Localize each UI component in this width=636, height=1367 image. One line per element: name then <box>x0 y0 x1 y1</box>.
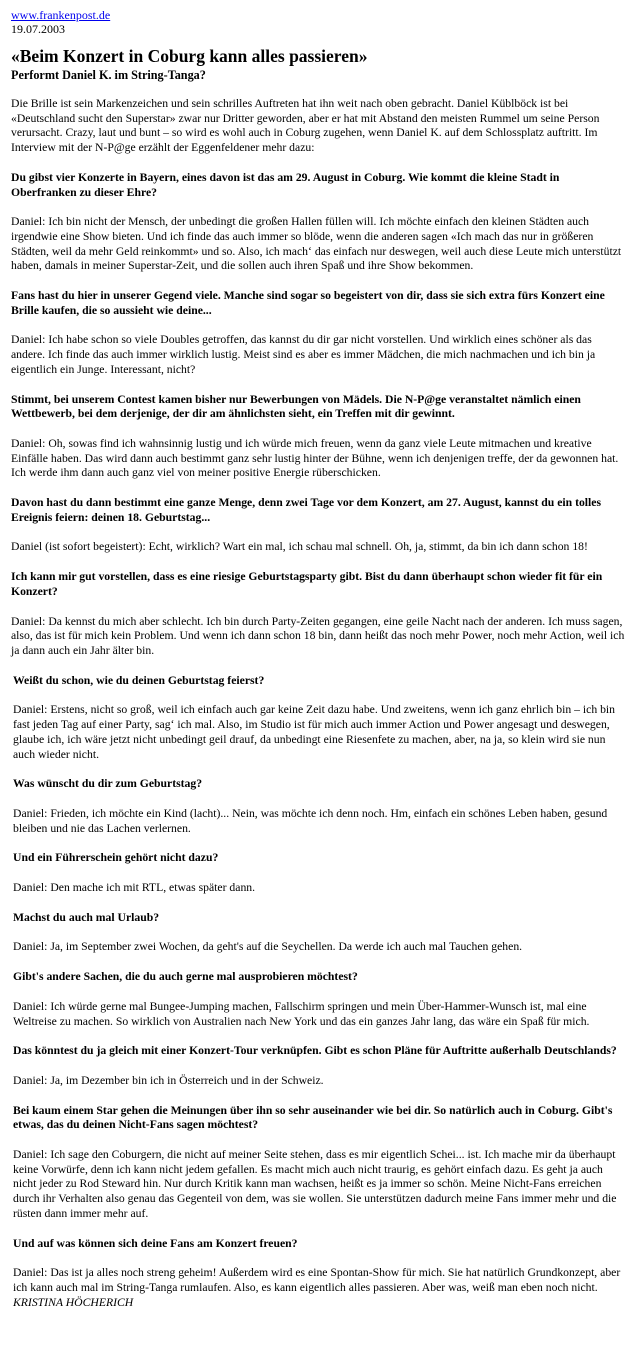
question-6: Weißt du schon, wie du deinen Geburtstag feierst? <box>13 673 265 687</box>
answer-6: Daniel: Erstens, nicht so groß, weil ich einfach auch gar keine Zeit dazu habe. Und zweitens, wenn ich ganz ehrlich bin – ich bin fast jeden Tag auf einer Party, sag‘ ich mal. Also, im Studio ist für mich auch immer Action und Power angesagt und deswegen, glaube ich, ich wäre jetzt nicht unbedingt geil drauf, da unbedingt eine Riesenfete zu machen, aber, na ja, so klein wird sie nun auch wieder nicht. <box>13 703 616 761</box>
question-9: Machst du auch mal Urlaub? <box>13 910 160 924</box>
question-8: Und ein Führerschein gehört nicht dazu? <box>13 851 219 865</box>
article-intro: Die Brille ist sein Markenzeichen und sein schrilles Auftreten hat ihn weit nach oben gebracht. Daniel Küblböck ist bei «Deutschland sucht den Superstar» zwar nur Dritter geworden, aber er hat mit Abstand den meisten Rummel um seine Person verursacht. Crazy, laut und bunt – so wird es wohl auch in Coburg zugehen, wenn Daniel K. auf dem Schlossplatz auftritt. Im Interview mit der N-P@ge erzählt der Eggenfeldener mehr dazu: <box>11 97 600 155</box>
answer-13 <box>11 1266 625 1310</box>
author-byline: KRISTINA HÖCHERICH <box>13 1295 134 1309</box>
question-1: Du gibst vier Konzerte in Bayern, eines davon ist das am 29. August in Coburg. Wie kommt die kleine Stadt in Oberfranken zu dieser Ehre? <box>11 170 560 199</box>
answer-11: Daniel: Ja, im Dezember bin ich in Österreich und in der Schweiz. <box>13 1073 324 1087</box>
answer-2: Daniel: Ich habe schon so viele Doubles getroffen, das kannst du dir gar nicht vorstellen. Und wirklich eines schöner als das andere. Ich finde das auch immer wirklich lustig. Meist sind es aber es immer Mädchen, die mich nachmachen und ich bin ja eigentlich ein Junge. Interessant, nicht? <box>11 333 596 376</box>
answer-10: Daniel: Ich würde gerne mal Bungee-Jumping machen, Fallschirm springen und mein Über-Hammer-Wunsch ist, mal eine Weltreise zu machen. So wirklich von Australien nach New York und das ein ganzes Jahr lang, das wäre ein Spaß für mich. <box>13 999 590 1028</box>
publish-date: 19.07.2003 <box>11 22 65 36</box>
answer-8: Daniel: Den mache ich mit RTL, etwas später dann. <box>13 881 256 895</box>
question-3: Stimmt, bei unserem Contest kamen bisher nur Bewerbungen von Mädels. Die N-P@ge veranstaltet nämlich einen Wettbewerb, bei dem derjenige, der dir am ähnlichsten sieht, ein Treffen mit dir gewinnt. <box>11 392 581 421</box>
answer-5: Daniel: Da kennst du mich aber schlecht. Ich bin durch Party-Zeiten gegangen, eine geile Nacht nach der anderen. Ich muss sagen, also, das ist für mich kein Problem. Und wenn ich dann schon 18 bin, dann heißt das noch mehr Power, noch mehr Action, weil ich ja dann auch ein Jahr älter bin. <box>11 614 625 657</box>
answer-1: Daniel: Ich bin nicht der Mensch, der unbedingt die großen Hallen füllen will. Ich möchte einfach den kleinen Städten auch irgendwie eine Show bieten. Und ich finde das auch immer so blöde, wenn die anderen sagen «Ich mach das nur in größeren Städten, weil da mehr Geld reinkommt» und so. Also, ich mach‘ das einfach nur deswegen, weil auch diese Leute mich unterstützt haben, damals in meiner Superstar-Zeit, und die sollen auch ihren Spaß und ihre Show bekommen. <box>11 215 622 273</box>
question-12: Bei kaum einem Star gehen die Meinungen über ihn so sehr auseinander wie bei dir. So natürlich auch in Coburg. Gibt's etwas, das du deinen Nicht-Fans sagen möchtest? <box>13 1103 613 1132</box>
question-11: Das könntest du ja gleich mit einer Konzert-Tour verknüpfen. Gibt es schon Pläne für Auftritte außerhalb Deutschlands? <box>13 1044 617 1058</box>
answer-7: Daniel: Frieden, ich möchte ein Kind (lacht)... Nein, was möchte ich denn noch. Hm, einfach ein schönes Leben haben, gesund bleiben und nie das Lachen verlernen. <box>13 806 608 835</box>
answer-3: Daniel: Oh, sowas find ich wahnsinnig lustig und ich würde mich freuen, wenn da ganz viele Leute mitmachen und kreative Einfälle haben. Das wird dann auch bestimmt ganz sehr lustig hinter der Bühne, wenn ich denjenigen treffe, der da gewonnen hat. Ich werde ihm dann auch ganz viel von meiner positive Energie rüberschicken. <box>11 436 619 480</box>
question-2: Fans hast du hier in unserer Gegend viele. Manche sind sogar so begeistert von dir, dass sie sich extra fürs Konzert eine Brille kaufen, die so aussieht wie deine... <box>11 289 605 317</box>
answer-9: Daniel: Ja, im September zwei Wochen, da geht's auf die Seychellen. Da werde ich auch mal Tauchen gehen. <box>13 940 523 954</box>
source-link[interactable]: www.frankenpost.de <box>11 8 111 22</box>
answer-12: Daniel: Ich sage den Coburgern, die nicht auf meiner Seite stehen, dass es mir eigentlich Schei... ist. Ich mache mir da überhaupt keine Vorwürfe, denn ich kann nicht jedem gefallen. Es macht mich auch nicht traurig, es gehört einfach dazu. Es geht ja auch nicht jeder zu Rod Steward hin. Nur durch Kritik kann man wachsen, heißt es ja immer so schön. Meine Nicht-Fans erreichen durch ihr Verhalten also genau das Gegenteil von dem, was sie wollen. Sie unterstützen dadurch meine Fans immer mehr und die rüsten dann immer mehr auf. <box>13 1148 617 1220</box>
question-13: Und auf was können sich deine Fans am Konzert freuen? <box>13 1236 298 1250</box>
question-5: Ich kann mir gut vorstellen, dass es eine riesige Geburtstagsparty gibt. Bist du dann überhaupt schon wieder fit für ein Konzert? <box>11 570 603 598</box>
answer-13-text: Daniel: Das ist ja alles noch streng geheim! Außerdem wird es eine Spontan-Show für mich. Sie hat natürlich Grundkonzept, aber ich kann auch mal im String-Tanga rumlaufen. Also, es kann eigentlich alles passieren. Aber was, weiß man eben noch nicht. <box>13 1266 621 1294</box>
article-headline: «Beim Konzert in Coburg kann alles passieren» <box>11 46 368 66</box>
question-7: Was wünscht du dir zum Geburtstag? <box>13 777 203 791</box>
article-subheadline: Performt Daniel K. im String-Tanga? <box>11 68 206 82</box>
answer-4: Daniel (ist sofort begeistert): Echt, wirklich? Wart ein mal, ich schau mal schnell. Oh, ja, stimmt, da bin ich dann schon 18! <box>11 540 588 554</box>
question-10: Gibt's andere Sachen, die du auch gerne mal ausprobieren möchtest? <box>13 970 358 984</box>
question-4: Davon hast du dann bestimmt eine ganze Menge, denn zwei Tage vor dem Konzert, am 27. August, kannst du ein tolles Ereignis feiern: deinen 18. Geburtstag... <box>11 496 602 524</box>
